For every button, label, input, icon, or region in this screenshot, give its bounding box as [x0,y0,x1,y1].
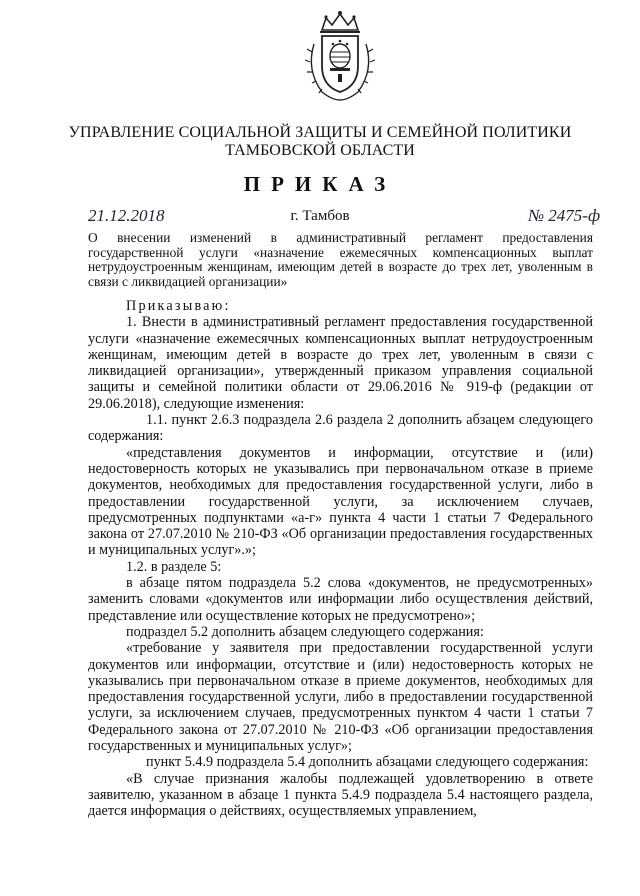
paragraph-1-2-a: в абзаце пятом подраздела 5.2 слова «документов, не предусмотренных» заменить словами «документов или информации либо осуществления действий, представление или осуществление которых не предусмотрено»; [88,575,593,624]
document-body [88,298,593,820]
document-number: № 2475-ф [528,206,601,225]
tambov-coat-of-arms-icon [300,8,380,104]
document-date: 21.12.2018 [88,206,165,225]
paragraph-1-2: 1.2. в разделе 5: [126,558,222,575]
paragraph-1-2-b: подраздел 5.2 дополнить абзацем следующего содержания: [126,623,484,640]
order-word: Приказываю: [126,298,231,314]
paragraph-1-2-c: пункт 5.4.9 подраздела 5.4 дополнить абзацами следующего содержания: [146,754,589,771]
document-subject: О внесении изменений в административный регламент предоставления государственной услуги «назначение ежемесячных компенсационных выплат нетрудоустроенным женщинам, имеющим детей в возрасте до трех лет, уволенным в связи с ликвидацией организации» [88,230,593,289]
document-title: ПРИКАЗ [243,172,397,196]
paragraph-1: 1. Внести в административный регламент предоставления государственной услуги «назначение ежемесячных компенсационных выплат нетрудоустроенным женщинам, имеющим детей в возрасте до трех лет, уволенным в связи с ликвидацией организации», утвержденный приказом управления социальной защиты и семейной политики области от 29.06.2016 № 919-ф (редакции от 29.06.2018), следующие изменения: [88,314,593,412]
paragraph-1-1-quote: «представления документов и информации, отсутствие и (или) недостоверность которых не указывались при первоначальном отказе в приеме документов, необходимых для предоставления государственной услуги, либо в предоставлении государственной услуги, за исключением случаев, предусмотренных подпунктами «а-г» пункта 4 части 1 статьи 7 Федерального закона от 27.07.2010 № 210-ФЗ «Об организации предоставления государственных и муниципальных услуг».»; [88,444,593,559]
paragraph-1-2-c-quote: «В случае признания жалобы подлежащей удовлетворению в ответе заявителю, указанном в абзаце 1 пункта 5.4.9 подраздела 5.4 настоящего раздела, дается информация о действиях, осуществляемых управлением, [88,770,593,820]
paragraph-1-1: 1.1. пункт 2.6.3 подраздела 2.6 раздела 2 дополнить абзацем следующего содержания: [88,412,593,445]
document-city: г. Тамбов [290,208,350,224]
organization-name-line2: ТАМБОВСКОЙ ОБЛАСТИ [225,142,415,159]
organization-name-line1: УПРАВЛЕНИЕ СОЦИАЛЬНОЙ ЗАЩИТЫ И СЕМЕЙНОЙ ПОЛИТИКИ [68,124,572,141]
paragraph-1-2-b-quote: «требование у заявителя при предоставлении государственной услуги документов или информации, отсутствие и (или) недостоверность которых не указывались при первоначальном отказе в приеме документов, необходимых для предоставления государственной услуги, либо в предоставлении государственной услуги, за исключением случаев, предусмотренных пунктом 4 части 1 статьи 7 Федерального закона от 27.07.2010 № 210-ФЗ «Об организации предоставления государственных и муниципальных услуг»; [88,640,593,755]
